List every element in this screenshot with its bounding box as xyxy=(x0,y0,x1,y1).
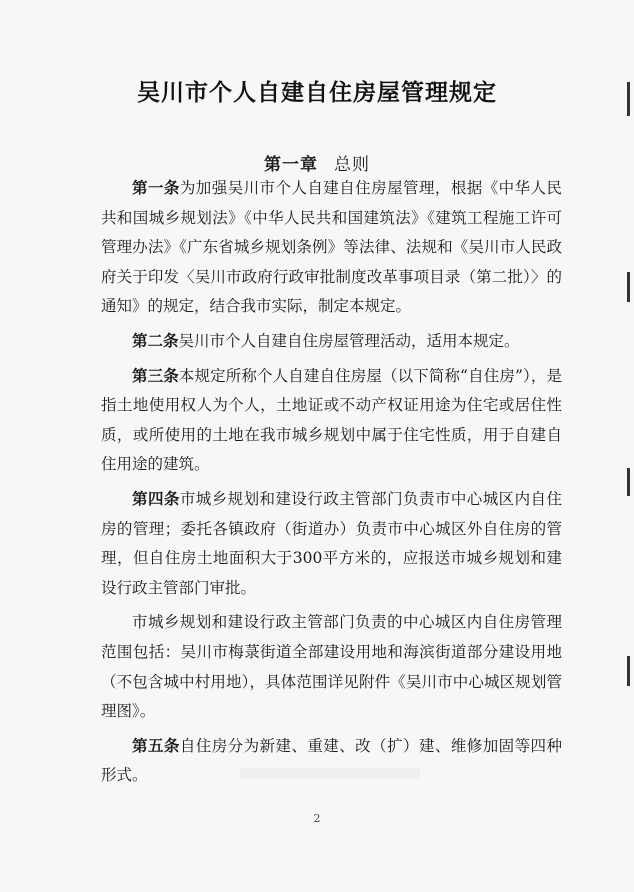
article-1-text: 为加强吴川市个人自建自住房屋管理，根据《中华人民共和国城乡规划法》《中华人民共和国建筑法》《建筑工程施工许可管理办法》《广东省城乡规划条例》等法律、法规和《吴川市人民政府关于印发〈吴川市政府行政审批制度改革事项目录（第二批）〉的通知》的规定，结合我市实际，制定本规定。 xyxy=(101,179,562,316)
scan-edge-mark xyxy=(627,468,630,496)
page-number: 2 xyxy=(313,812,321,825)
article-2-text: 吴川市个人自建自住房屋管理活动，适用本规定。 xyxy=(178,331,520,350)
scan-edge-mark xyxy=(627,272,630,302)
article-4-continuation xyxy=(101,607,562,726)
chapter-number: 第一章 xyxy=(264,155,318,175)
scan-edge-mark xyxy=(627,656,630,686)
article-1-paragraph xyxy=(101,173,562,322)
article-4-paragraph xyxy=(101,484,562,603)
article-3-text: 本规定所称个人自建自住房屋（以下简称“自住房”），是指土地使用权人为个人，土地证或不动产权证用途为住宅或居住性质，或所使用的土地在我市城乡规划中属于住宅性质，用于自建自住用途的建筑。 xyxy=(101,366,562,474)
article-5-paragraph xyxy=(101,731,562,791)
document-body xyxy=(101,173,562,791)
article-4-label: 第四条 xyxy=(132,488,180,508)
article-4-text: 市城乡规划和建设行政主管部门负责市中心城区内自住房的管理；委托各镇政府（街道办）负责市中心城区外自住房的管理，但自住房土地面积大于300平方米的，应报送市城乡规划和建设行政主管部门审批。 xyxy=(101,489,562,597)
article-3-label: 第三条 xyxy=(132,365,179,385)
article-1-label: 第一条 xyxy=(132,178,180,197)
document-title: 吴川市个人自建自住房屋管理规定 xyxy=(137,79,497,106)
scan-edge-mark xyxy=(627,82,630,116)
chapter-heading xyxy=(0,150,634,175)
article-2-paragraph xyxy=(101,326,562,357)
article-4b-text: 市城乡规划和建设行政主管部门负责的中心城区内自住房管理范围包括：吴川市梅菉街道全部建设用地和海滨街道部分建设用地（不包含城中村用地），具体范围详见附件《吴川市中心城区规划管理图》。 xyxy=(101,613,562,721)
article-2-label: 第二条 xyxy=(132,330,179,350)
scan-bleed-through xyxy=(240,768,420,778)
article-5-label: 第五条 xyxy=(132,735,180,755)
chapter-name: 总则 xyxy=(334,155,370,175)
article-5-text: 自住房分为新建、重建、改（扩）建、维修加固等四种形式。 xyxy=(101,736,562,785)
article-3-paragraph xyxy=(101,361,562,480)
